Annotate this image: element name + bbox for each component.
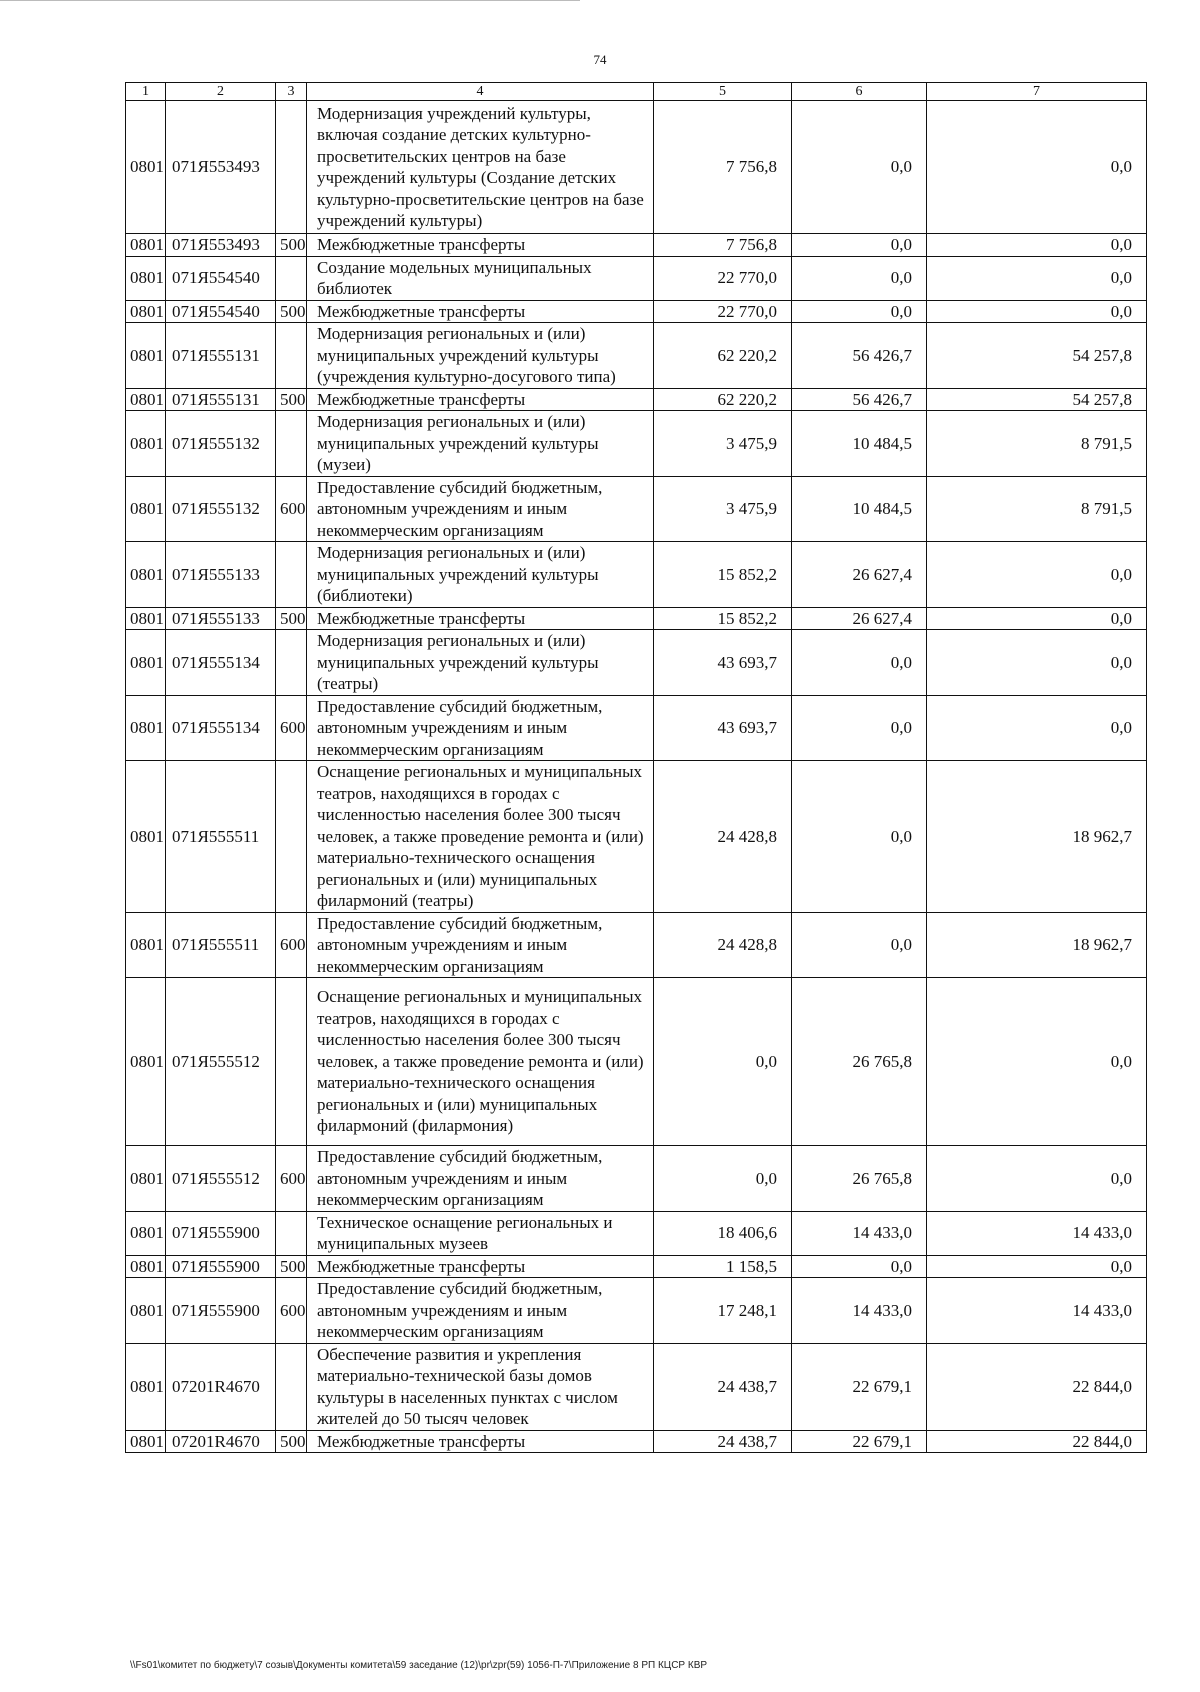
- type-cell: 500: [276, 1430, 307, 1453]
- type-cell: 600: [276, 1146, 307, 1212]
- value-cell: 0,0: [927, 1146, 1147, 1212]
- value-cell: 18 406,6: [654, 1211, 792, 1255]
- header-cell: 6: [792, 83, 927, 101]
- value-cell: 22 679,1: [792, 1430, 927, 1453]
- value-cell: 14 433,0: [927, 1211, 1147, 1255]
- table-row: [126, 1211, 1147, 1255]
- value-cell: 10 484,5: [792, 476, 927, 542]
- description-cell: Оснащение региональных и муниципальных театров, находящихся в городах с численностью населения более 300 тысяч человек, а также проведение ремонта и (или) материально-технического оснащения региональных и (или) муниципальных филармоний (театры): [307, 761, 654, 913]
- code-cell: 071Я555133: [166, 542, 276, 608]
- header-cell: 3: [276, 83, 307, 101]
- section-cell: 0801: [126, 978, 166, 1146]
- header-row: [126, 83, 1147, 101]
- type-cell: 600: [276, 912, 307, 978]
- description-cell: Оснащение региональных и муниципальных театров, находящихся в городах с численностью населения более 300 тысяч человек, а также проведение ремонта и (или) материально-технического оснащения региональных и (или) муниципальных филармоний (филармония): [307, 978, 654, 1146]
- value-cell: 0,0: [792, 300, 927, 323]
- code-cell: 071Я555132: [166, 411, 276, 477]
- value-cell: 1 158,5: [654, 1255, 792, 1278]
- table-row: [126, 476, 1147, 542]
- section-cell: 0801: [126, 388, 166, 411]
- value-cell: 7 756,8: [654, 234, 792, 257]
- value-cell: 24 428,8: [654, 761, 792, 913]
- section-cell: 0801: [126, 542, 166, 608]
- value-cell: 0,0: [792, 912, 927, 978]
- section-cell: 0801: [126, 476, 166, 542]
- value-cell: 26 627,4: [792, 542, 927, 608]
- table-row: [126, 300, 1147, 323]
- type-cell: 500: [276, 1255, 307, 1278]
- value-cell: 0,0: [792, 256, 927, 300]
- value-cell: 3 475,9: [654, 476, 792, 542]
- value-cell: 26 627,4: [792, 607, 927, 630]
- value-cell: 0,0: [792, 630, 927, 696]
- code-cell: 07201R4670: [166, 1343, 276, 1430]
- code-cell: 071Я554540: [166, 300, 276, 323]
- section-cell: 0801: [126, 1343, 166, 1430]
- value-cell: 0,0: [654, 1146, 792, 1212]
- code-cell: 071Я553493: [166, 234, 276, 257]
- value-cell: 0,0: [927, 695, 1147, 761]
- type-cell: 500: [276, 607, 307, 630]
- table-body: [126, 101, 1147, 1453]
- value-cell: 0,0: [927, 300, 1147, 323]
- value-cell: 18 962,7: [927, 912, 1147, 978]
- type-cell: [276, 411, 307, 477]
- header-cell: 4: [307, 83, 654, 101]
- value-cell: 43 693,7: [654, 630, 792, 696]
- table-row: [126, 256, 1147, 300]
- description-cell: Модернизация региональных и (или) муниципальных учреждений культуры (учреждения культурно-досугового типа): [307, 323, 654, 389]
- code-cell: 071Я553493: [166, 101, 276, 234]
- type-cell: 500: [276, 300, 307, 323]
- type-cell: 600: [276, 476, 307, 542]
- value-cell: 24 438,7: [654, 1343, 792, 1430]
- table-row: [126, 912, 1147, 978]
- section-cell: 0801: [126, 1278, 166, 1344]
- value-cell: 0,0: [792, 234, 927, 257]
- type-cell: [276, 101, 307, 234]
- code-cell: 071Я555134: [166, 695, 276, 761]
- description-cell: Межбюджетные трансферты: [307, 1430, 654, 1453]
- header-cell: 7: [927, 83, 1147, 101]
- section-cell: 0801: [126, 1430, 166, 1453]
- value-cell: 8 791,5: [927, 411, 1147, 477]
- code-cell: 071Я555512: [166, 978, 276, 1146]
- value-cell: 0,0: [927, 630, 1147, 696]
- budget-table: [125, 82, 1147, 1453]
- value-cell: 3 475,9: [654, 411, 792, 477]
- value-cell: 0,0: [792, 761, 927, 913]
- table-row: [126, 388, 1147, 411]
- value-cell: 24 438,7: [654, 1430, 792, 1453]
- value-cell: 0,0: [927, 1255, 1147, 1278]
- type-cell: [276, 630, 307, 696]
- section-cell: 0801: [126, 1146, 166, 1212]
- value-cell: 0,0: [792, 1255, 927, 1278]
- value-cell: 18 962,7: [927, 761, 1147, 913]
- footer-file-path: \\Fs01\комитет по бюджету\7 созыв\Документы комитета\59 заседание (12)\pr\zpr(59) 1056-П-7\Приложение 8 РП КЦСР КВР: [130, 1660, 708, 1671]
- description-cell: Межбюджетные трансферты: [307, 607, 654, 630]
- table-row: [126, 1255, 1147, 1278]
- table-row: [126, 607, 1147, 630]
- description-cell: Межбюджетные трансферты: [307, 388, 654, 411]
- description-cell: Модернизация учреждений культуры, включая создание детских культурно-просветительских центров на базе учреждений культуры (Создание детских культурно-просветительские центров на базе учреждений культуры): [307, 101, 654, 234]
- description-cell: Обеспечение развития и укрепления материально-технической базы домов культуры в населенных пунктах с числом жителей до 50 тысяч человек: [307, 1343, 654, 1430]
- section-cell: 0801: [126, 630, 166, 696]
- code-cell: 071Я555134: [166, 630, 276, 696]
- code-cell: 071Я555900: [166, 1278, 276, 1344]
- section-cell: 0801: [126, 256, 166, 300]
- value-cell: 56 426,7: [792, 388, 927, 411]
- value-cell: 22 844,0: [927, 1343, 1147, 1430]
- value-cell: 8 791,5: [927, 476, 1147, 542]
- table-row: [126, 234, 1147, 257]
- value-cell: 22 679,1: [792, 1343, 927, 1430]
- code-cell: 071Я554540: [166, 256, 276, 300]
- table-row: [126, 1430, 1147, 1453]
- value-cell: 24 428,8: [654, 912, 792, 978]
- description-cell: Межбюджетные трансферты: [307, 1255, 654, 1278]
- value-cell: 0,0: [927, 234, 1147, 257]
- code-cell: 071Я555131: [166, 388, 276, 411]
- code-cell: 071Я555511: [166, 761, 276, 913]
- description-cell: Межбюджетные трансферты: [307, 234, 654, 257]
- section-cell: 0801: [126, 300, 166, 323]
- section-cell: 0801: [126, 323, 166, 389]
- header-cell: 1: [126, 83, 166, 101]
- table-row: [126, 978, 1147, 1146]
- page-number: 74: [593, 52, 607, 67]
- code-cell: 071Я555131: [166, 323, 276, 389]
- header-cell: 5: [654, 83, 792, 101]
- type-cell: 600: [276, 1278, 307, 1344]
- section-cell: 0801: [126, 1255, 166, 1278]
- value-cell: 14 433,0: [927, 1278, 1147, 1344]
- table-row: [126, 1278, 1147, 1344]
- type-cell: 500: [276, 234, 307, 257]
- section-cell: 0801: [126, 695, 166, 761]
- code-cell: 071Я555900: [166, 1211, 276, 1255]
- value-cell: 10 484,5: [792, 411, 927, 477]
- description-cell: Модернизация региональных и (или) муниципальных учреждений культуры (театры): [307, 630, 654, 696]
- value-cell: 54 257,8: [927, 323, 1147, 389]
- code-cell: 071Я555132: [166, 476, 276, 542]
- code-cell: 07201R4670: [166, 1430, 276, 1453]
- table-header: [126, 83, 1147, 101]
- description-cell: Модернизация региональных и (или) муниципальных учреждений культуры (музеи): [307, 411, 654, 477]
- value-cell: 62 220,2: [654, 388, 792, 411]
- value-cell: 14 433,0: [792, 1211, 927, 1255]
- value-cell: 22 770,0: [654, 300, 792, 323]
- table-row: [126, 761, 1147, 913]
- description-cell: Предоставление субсидий бюджетным, автономным учреждениям и иным некоммерческим организациям: [307, 476, 654, 542]
- table-row: [126, 695, 1147, 761]
- description-cell: Техническое оснащение региональных и муниципальных музеев: [307, 1211, 654, 1255]
- value-cell: 0,0: [927, 256, 1147, 300]
- description-cell: Предоставление субсидий бюджетным, автономным учреждениям и иным некоммерческим организациям: [307, 912, 654, 978]
- type-cell: [276, 1211, 307, 1255]
- header-cell: 2: [166, 83, 276, 101]
- code-cell: 071Я555133: [166, 607, 276, 630]
- value-cell: 15 852,2: [654, 542, 792, 608]
- section-cell: 0801: [126, 761, 166, 913]
- section-cell: 0801: [126, 912, 166, 978]
- description-cell: Предоставление субсидий бюджетным, автономным учреждениям и иным некоммерческим организациям: [307, 1146, 654, 1212]
- table-row: [126, 542, 1147, 608]
- description-cell: Создание модельных муниципальных библиотек: [307, 256, 654, 300]
- value-cell: 56 426,7: [792, 323, 927, 389]
- value-cell: 15 852,2: [654, 607, 792, 630]
- value-cell: 14 433,0: [792, 1278, 927, 1344]
- section-cell: 0801: [126, 1211, 166, 1255]
- description-cell: Предоставление субсидий бюджетным, автономным учреждениям и иным некоммерческим организациям: [307, 695, 654, 761]
- value-cell: 0,0: [654, 978, 792, 1146]
- value-cell: 26 765,8: [792, 1146, 927, 1212]
- description-cell: Модернизация региональных и (или) муниципальных учреждений культуры (библиотеки): [307, 542, 654, 608]
- value-cell: 22 770,0: [654, 256, 792, 300]
- code-cell: 071Я555511: [166, 912, 276, 978]
- type-cell: [276, 256, 307, 300]
- table-row: [126, 323, 1147, 389]
- scan-edge-line: [0, 0, 580, 1]
- type-cell: [276, 542, 307, 608]
- value-cell: 0,0: [792, 695, 927, 761]
- value-cell: 0,0: [792, 101, 927, 234]
- section-cell: 0801: [126, 101, 166, 234]
- value-cell: 0,0: [927, 978, 1147, 1146]
- code-cell: 071Я555900: [166, 1255, 276, 1278]
- type-cell: [276, 323, 307, 389]
- table-row: [126, 411, 1147, 477]
- type-cell: [276, 1343, 307, 1430]
- type-cell: [276, 978, 307, 1146]
- table-row: [126, 630, 1147, 696]
- value-cell: 62 220,2: [654, 323, 792, 389]
- value-cell: 17 248,1: [654, 1278, 792, 1344]
- description-cell: Предоставление субсидий бюджетным, автономным учреждениям и иным некоммерческим организациям: [307, 1278, 654, 1344]
- value-cell: 43 693,7: [654, 695, 792, 761]
- description-cell: Межбюджетные трансферты: [307, 300, 654, 323]
- code-cell: 071Я555512: [166, 1146, 276, 1212]
- table-row: [126, 101, 1147, 234]
- table-row: [126, 1146, 1147, 1212]
- section-cell: 0801: [126, 607, 166, 630]
- section-cell: 0801: [126, 234, 166, 257]
- section-cell: 0801: [126, 411, 166, 477]
- table-row: [126, 1343, 1147, 1430]
- value-cell: 7 756,8: [654, 101, 792, 234]
- value-cell: 0,0: [927, 101, 1147, 234]
- value-cell: 0,0: [927, 542, 1147, 608]
- type-cell: 600: [276, 695, 307, 761]
- value-cell: 0,0: [927, 607, 1147, 630]
- type-cell: [276, 761, 307, 913]
- value-cell: 22 844,0: [927, 1430, 1147, 1453]
- value-cell: 26 765,8: [792, 978, 927, 1146]
- value-cell: 54 257,8: [927, 388, 1147, 411]
- type-cell: 500: [276, 388, 307, 411]
